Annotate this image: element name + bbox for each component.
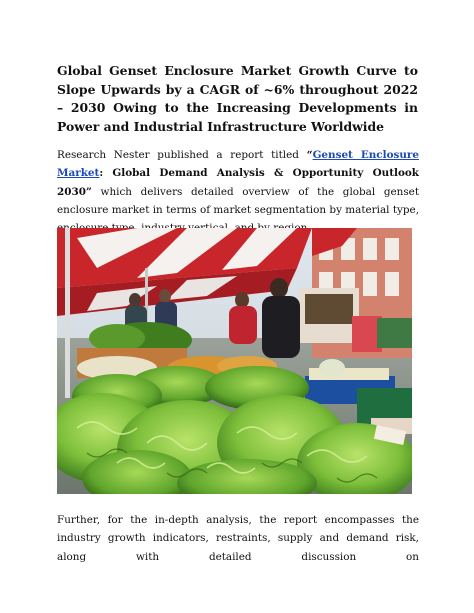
report-title-rest: : Global Demand Analysis & Opportunity Outlook 2030”	[57, 167, 419, 198]
report-link[interactable]: Genset Enclosure Market	[57, 149, 420, 180]
open-quote: “	[306, 149, 313, 161]
intro-tail: which delivers detailed overview of the global genset enclosure market in terms of market segmentation by material type,	[57, 185, 419, 216]
intro-lead: Research Nester published a report titled	[57, 149, 307, 161]
intro-paragraph	[57, 146, 419, 237]
document-title: Global Genset Enclosure Market Growth Curve to Slope Upwards by a CAGR of ~6% throughout 2022 – 2030 Owing to the Increasing Developments in Power and Industrial Infrastructure Worldwide	[57, 63, 418, 134]
market-stall-photo	[57, 228, 412, 494]
followup-paragraph: Further, for the in-depth analysis, the report encompasses the industry growth indicators, restraints, supply and demand risk, along with detailed discussion on	[57, 514, 419, 563]
